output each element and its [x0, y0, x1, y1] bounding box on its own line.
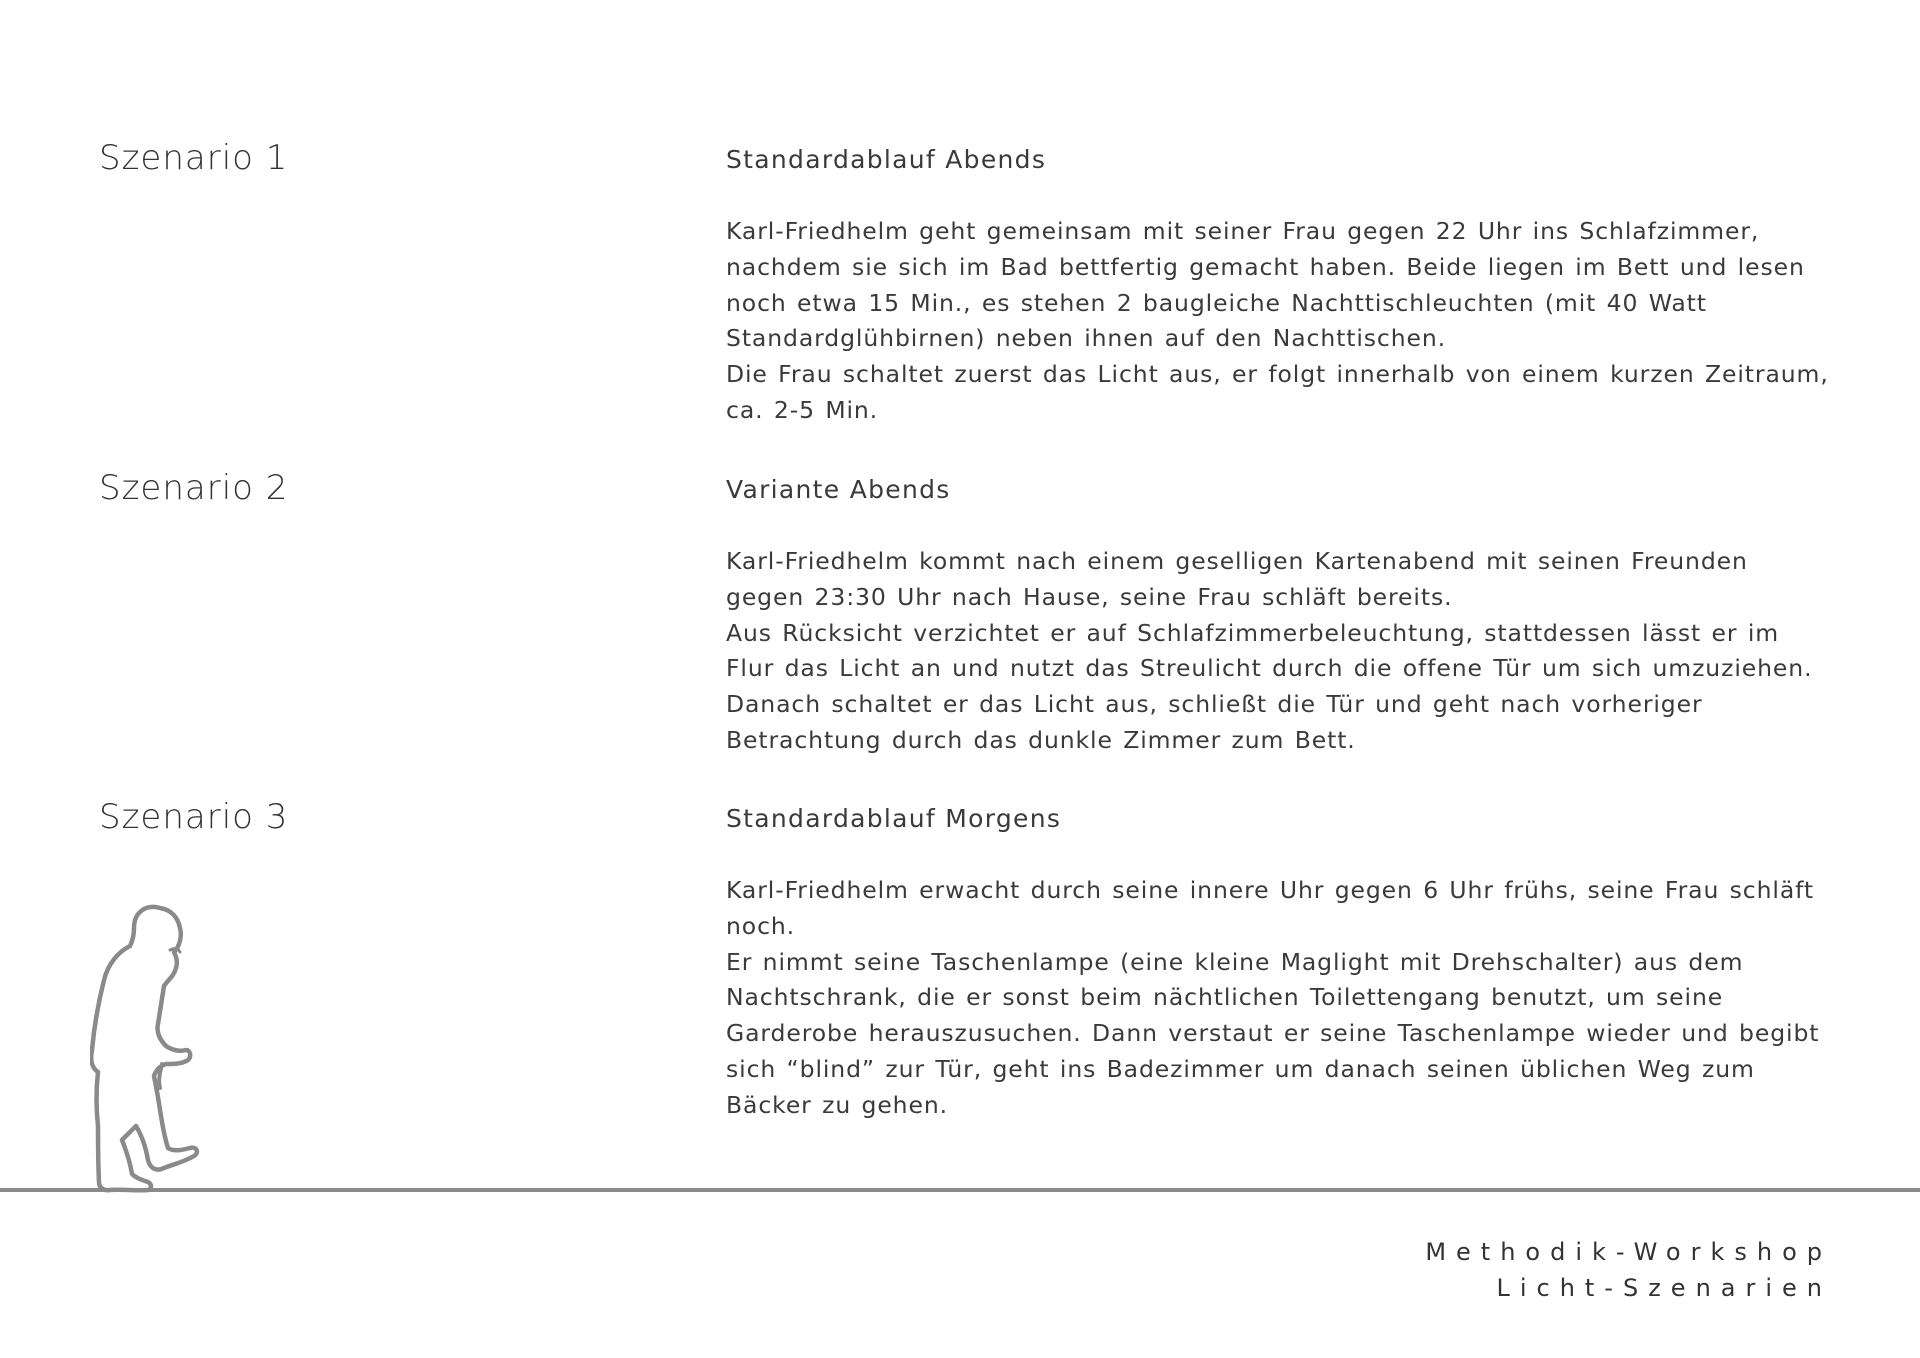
scenario-body	[726, 472, 1836, 759]
walking-man-icon	[90, 900, 230, 1195]
footer	[1425, 1234, 1832, 1306]
footer-title: Methodik-Workshop	[1425, 1238, 1832, 1266]
footer-subtitle: Licht-Szenarien	[1496, 1274, 1832, 1302]
scenario-paragraph: Aus Rücksicht verzichtet er auf Schlafzimmerbeleuchtung, stattdessen lässt er im Flur das Licht an und nutzt das Streulicht durch die offene Tür um sich umzuziehen. Danach schaltet er das Licht aus, schließt die Tür und geht nach vorheriger Betrachtung durch das dunkle Zimmer zum Bett.	[726, 618, 1813, 754]
scenario-paragraph: Karl-Friedhelm geht gemeinsam mit seiner Frau gegen 22 Uhr ins Schlafzimmer, nachdem sie sich im Bad bettfertig gemacht haben. Beide liegen im Bett und lesen noch etwa 15 Min., es stehen 2 baugleiche Nachttischleuchten (mit 40 Watt Standardglühbirnen) neben ihnen auf den Nachttischen.	[726, 217, 1805, 353]
scenario-paragraph: Karl-Friedhelm kommt nach einem geselligen Kartenabend mit seinen Freunden gegen 23:30 Uhr nach Hause, seine Frau schläft bereits.	[726, 547, 1748, 611]
scenario-body	[726, 142, 1836, 429]
ground-line	[0, 1188, 1920, 1192]
scenario-title: Standardablauf Morgens	[726, 804, 1062, 833]
scenario-title: Standardablauf Abends	[726, 145, 1047, 174]
scenario-paragraph: Er nimmt seine Taschenlampe (eine kleine Maglight mit Drehschalter) aus dem Nachtschrank, die er sonst beim nächtlichen Toilettengang benutzt, um seine Garderobe herauszusuchen. Dann verstaut er seine Taschenlampe wieder und begibt sich “blind” zur Tür, geht ins Badezimmer um danach seinen üblichen Weg zum Bäcker zu gehen.	[726, 947, 1820, 1119]
scenario-title: Variante Abends	[726, 475, 951, 504]
scenario-body	[726, 801, 1836, 1124]
scenario-paragraph: Die Frau schaltet zuerst das Licht aus, er folgt innerhalb von einem kurzen Zeitraum, ca. 2-5 Min.	[726, 360, 1829, 424]
scenario-label: Szenario 3	[99, 797, 289, 837]
scenario-paragraph: Karl-Friedhelm erwacht durch seine innere Uhr gegen 6 Uhr frühs, seine Frau schläft noch.	[726, 876, 1815, 940]
scenario-label: Szenario 1	[99, 138, 289, 178]
scenario-label: Szenario 2	[99, 468, 289, 508]
